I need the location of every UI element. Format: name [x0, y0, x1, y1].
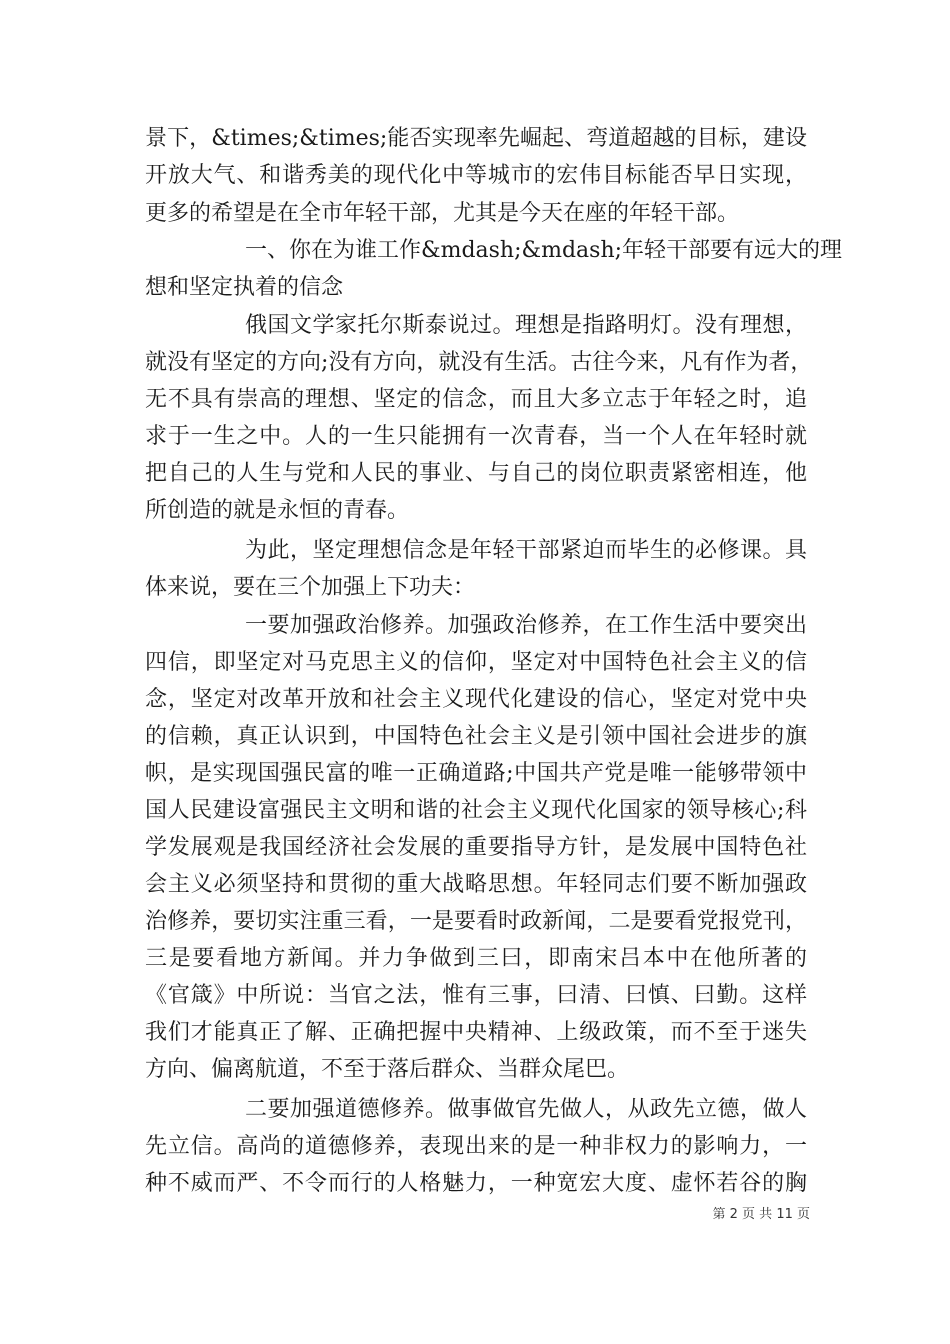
text-line: 先立信。高尚的道德修养，表现出来的是一种非权力的影响力，一 [145, 1134, 807, 1159]
text-line: 一要加强政治修养。加强政治修养，在工作生活中要突出 [245, 613, 807, 638]
text-line: 会主义必须坚持和贯彻的重大战略思想。年轻同志们要不断加强政 [145, 872, 807, 897]
text-line: 开放大气、和谐秀美的现代化中等城市的宏伟目标能否早日实现， [145, 163, 807, 188]
text-line: 学发展观是我国经济社会发展的重要指导方针，是发展中国特色社 [145, 835, 807, 860]
text-line: 治修养，要切实注重三看，一是要看时政新闻，二是要看党报党刊， [145, 909, 807, 934]
text-line: 把自己的人生与党和人民的事业、与自己的岗位职责紧密相连，他 [145, 461, 807, 486]
text-line: 二要加强道德修养。做事做官先做人，从政先立德，做人 [245, 1097, 807, 1122]
text-line: 的信赖，真正认识到，中国特色社会主义是引领中国社会进步的旗 [145, 724, 807, 749]
text-line: 为此，坚定理想信念是年轻干部紧迫而毕生的必修课。具 [245, 538, 807, 563]
text-line: 四信，即坚定对马克思主义的信仰，坚定对中国特色社会主义的信 [145, 650, 807, 675]
text-line: 就没有坚定的方向;没有方向，就没有生活。古往今来，凡有作为者， [145, 350, 813, 375]
text-line: 求于一生之中。人的一生只能拥有一次青春，当一个人在年轻时就 [145, 424, 807, 449]
text-line: 念，坚定对改革开放和社会主义现代化建设的信心，坚定对党中央 [145, 687, 807, 712]
text-line: 更多的希望是在全市年轻干部，尤其是今天在座的年轻干部。 [145, 201, 740, 226]
text-line: 国人民建设富强民主文明和谐的社会主义现代化国家的领导核心;科 [145, 798, 807, 823]
text-line: 俄国文学家托尔斯泰说过。理想是指路明灯。没有理想， [245, 313, 807, 338]
text-line: 体来说，要在三个加强上下功夫： [145, 575, 476, 600]
text-line: 方向、偏离航道，不至于落后群众、当群众尾巴。 [145, 1057, 630, 1082]
section-heading-line: 一、你在为谁工作&mdash;&mdash;年轻干部要有远大的理 [245, 238, 843, 263]
text-line: 所创造的就是永恒的青春。 [145, 498, 410, 523]
text-line: 景下，&times;&times;能否实现率先崛起、弯道超越的目标，建设 [145, 126, 807, 151]
section-heading-line: 想和坚定执着的信念 [145, 275, 344, 300]
text-line: 我们才能真正了解、正确把握中央精神、上级政策，而不至于迷失 [145, 1020, 807, 1045]
text-line: 《官箴》中所说：当官之法，惟有三事，曰清、曰慎、曰勤。这样 [145, 983, 807, 1008]
text-line: 无不具有崇高的理想、坚定的信念，而且大多立志于年轻之时，追 [145, 387, 807, 412]
text-line: 种不威而严、不令而行的人格魅力，一种宽宏大度、虚怀若谷的胸 [145, 1171, 807, 1196]
text-line: 帜，是实现国强民富的唯一正确道路;中国共产党是唯一能够带领中 [145, 761, 807, 786]
text-line: 三是要看地方新闻。并力争做到三曰，即南宋吕本中在他所著的 [145, 946, 807, 971]
page-number-footer: 第 2 页 共 11 页 [712, 1207, 810, 1222]
